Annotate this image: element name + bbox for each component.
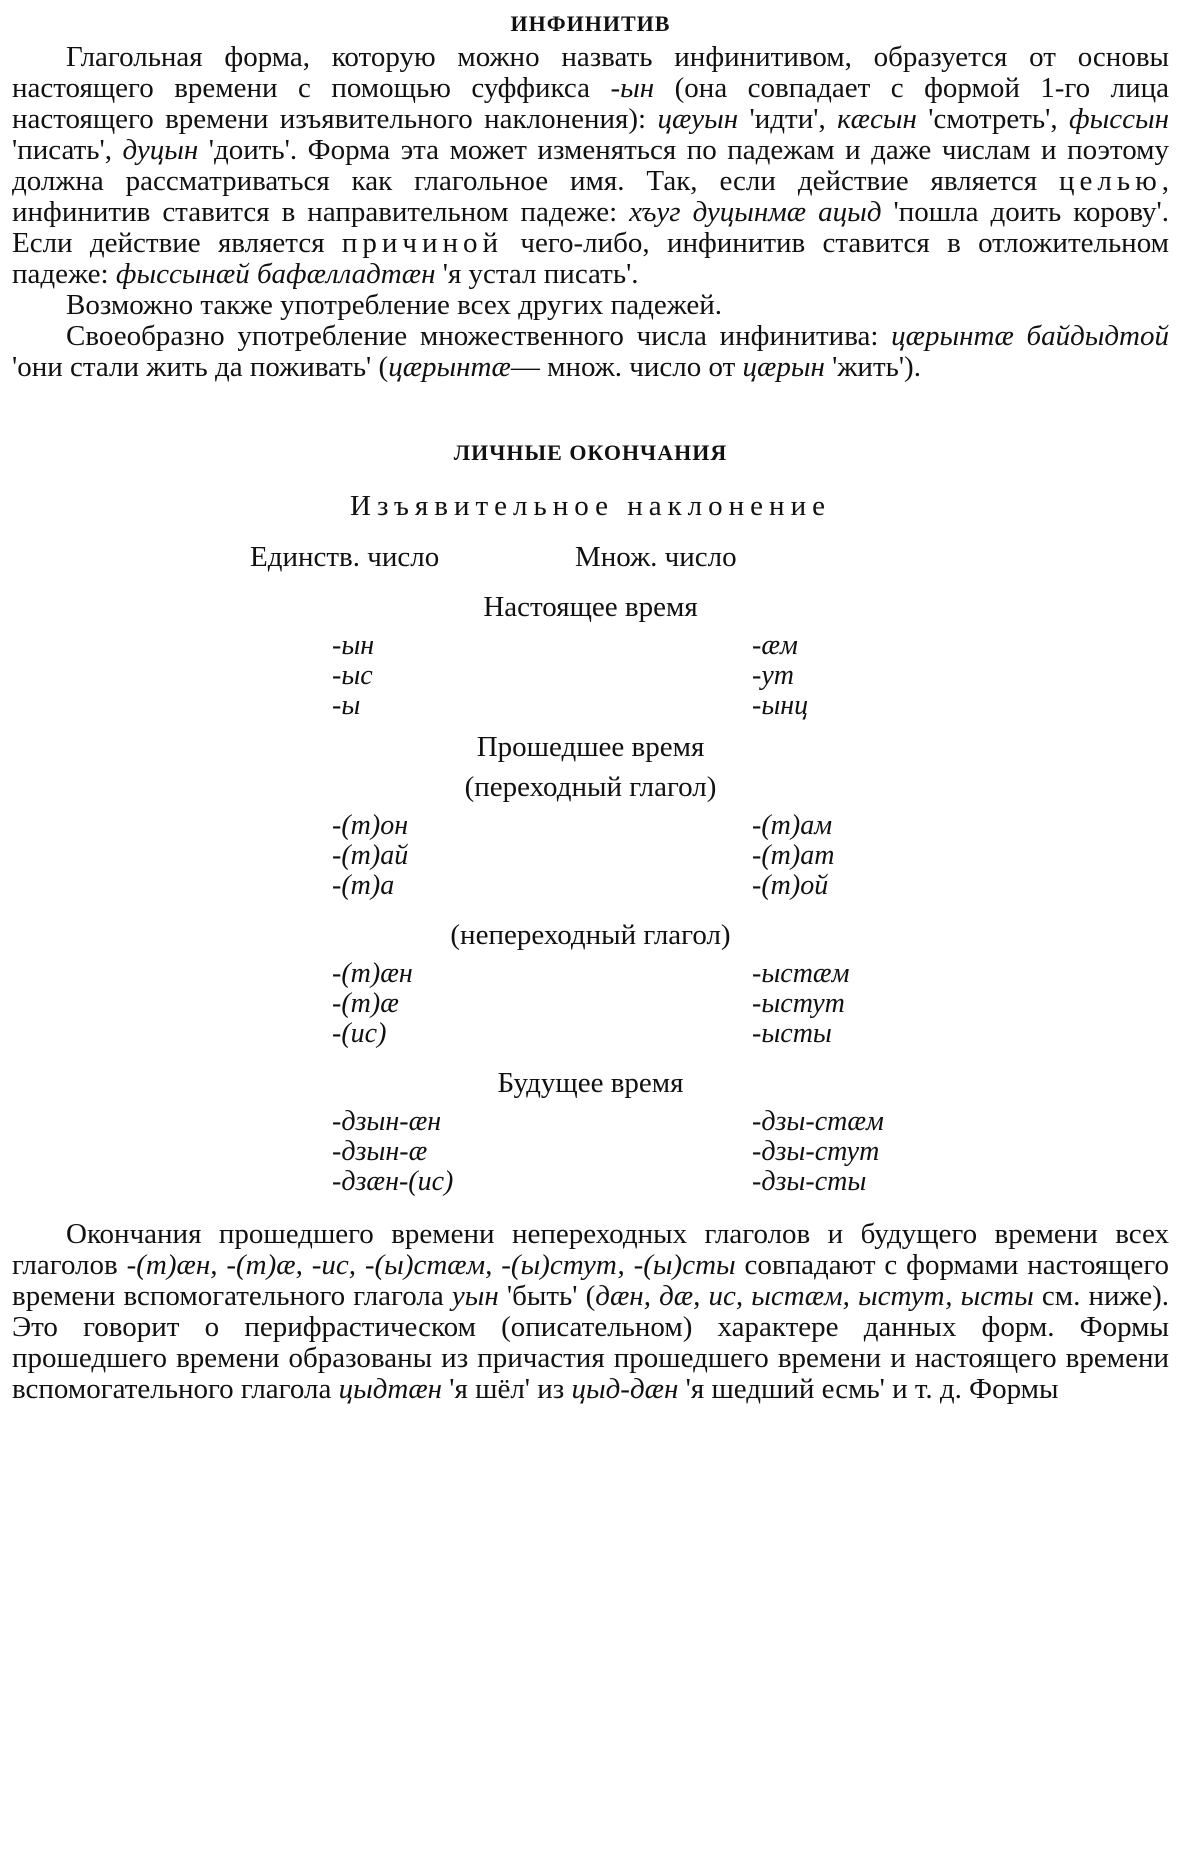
text-run: совпадают с формами настоящего времени вспомогательного глагола [12, 1249, 1169, 1312]
spaced-run: причиной [341, 227, 504, 259]
singular-ending: -ын [332, 630, 375, 661]
text-run: чего-либо, инфинитив ставится в отложительном падеже: [12, 227, 1170, 290]
text-run: Возможно также употребление всех других падежей. [66, 289, 722, 321]
singular-ending: -(т)а [332, 870, 395, 901]
plural-ending: -ут [752, 660, 794, 691]
present-tense-label: Настоящее время [483, 591, 698, 623]
italic-run: цæуын [657, 103, 739, 135]
text-run: Глагольная форма, которую можно назвать инфинитивом, образуется от основы настоящего времени с помощью суффикса [12, 41, 1169, 104]
past-transitive-table [332, 811, 834, 901]
ending-row [332, 661, 808, 691]
ending-row [332, 1137, 884, 1167]
present-endings-table [332, 631, 808, 721]
italic-run: цыдтæн [338, 1373, 443, 1405]
text-run: 'доить'. Форма эта может изменяться по падежам и даже числам и поэтому должна рассматриваться как глагольное имя. Так, если действие является [12, 134, 1169, 197]
section-title-endings: ЛИЧНЫЕ ОКОНЧАНИЯ [453, 440, 728, 465]
ending-row [332, 1019, 849, 1049]
text-run: 'я шёл' из [442, 1373, 572, 1405]
plural-ending: -дзы-сты [752, 1166, 867, 1197]
plural-ending: -(т)ам [752, 810, 833, 841]
italic-run: цæрын [742, 351, 825, 383]
ending-row [332, 811, 834, 841]
italic-run: цæрынтæ [388, 351, 511, 383]
past-tense-label: Прошедшее время [476, 731, 705, 763]
paragraph-closing [12, 1219, 1169, 1405]
ending-row [332, 691, 808, 721]
spaced-run: целью [1058, 165, 1162, 197]
italic-run: -(т)æн, -(т)æ, -ис, -(ы)стæм, -(ы)стут, -(ы)сты [126, 1249, 736, 1281]
plural-header: Множ. число [575, 541, 737, 573]
singular-ending: -(т)æн [332, 958, 413, 989]
singular-ending: -(т)æ [332, 988, 399, 1019]
italic-run: дуцын [122, 134, 199, 166]
plural-ending: -(т)ой [752, 870, 829, 901]
ending-row [332, 631, 808, 661]
italic-run: хъуг дуцынмæ ацыд [629, 196, 882, 228]
italic-run: фыссынæй бафæлладтæн [115, 258, 436, 290]
paragraph-infinitive-1 [12, 42, 1169, 290]
paragraph-infinitive-2 [12, 290, 1169, 321]
future-endings-table [332, 1107, 884, 1197]
ending-row [332, 871, 834, 901]
singular-ending: -(т)ай [332, 840, 409, 871]
past-intransitive-label: (непереходный глагол) [450, 919, 731, 951]
text-run: 'быть' ( [498, 1280, 596, 1312]
italic-run: дæн, дæ, ис, ыстæм, ыстут, ысты [595, 1280, 1034, 1312]
text-run: Своеобразно употребление множественного числа инфинитива: [66, 320, 892, 352]
text-run: 'смотреть', [916, 103, 1070, 135]
future-tense-label: Будущее время [497, 1067, 684, 1099]
italic-run: уын [451, 1280, 499, 1312]
ending-row [332, 841, 834, 871]
text-run: 'я устал писать'. [435, 258, 639, 290]
section-title-infinitive: ИНФИНИТИВ [510, 11, 671, 36]
ending-row [332, 1107, 884, 1137]
past-intransitive-table [332, 959, 849, 1049]
plural-ending: -ыстæм [752, 958, 850, 989]
singular-ending: -(ис) [332, 1018, 387, 1049]
plural-ending: -ыстут [752, 988, 845, 1019]
past-transitive-label: (переходный глагол) [464, 771, 717, 803]
singular-ending: -ыс [332, 660, 373, 691]
text-run: 'они стали жить да поживать' ( [12, 351, 389, 383]
text-run: 'пошла доить корову'. Если действие является [12, 196, 1170, 259]
plural-ending: -ысты [752, 1018, 832, 1049]
ending-row [332, 959, 849, 989]
text-run: см. ниже). Это говорит о перифрастическом (описательном) характере данных форм. Формы прошедшего времени образованы из причастия прошедшего времени и настоящего времени вспомогательного глагола [12, 1280, 1169, 1405]
paragraph-infinitive-3 [12, 321, 1169, 383]
text-run: — множ. число от [510, 351, 743, 383]
plural-ending: -æм [752, 630, 798, 661]
plural-ending: -(т)ат [752, 840, 835, 871]
mood-heading: Изъявительное наклонение [350, 490, 831, 522]
italic-run: цæрынтæ байдыдтой [891, 320, 1169, 352]
text-run: 'писать', [12, 134, 123, 166]
singular-ending: -дзæн-(ис) [332, 1166, 454, 1197]
singular-ending: -ы [332, 690, 361, 721]
italic-run: -ын [610, 72, 655, 104]
ending-row [332, 1167, 884, 1197]
text-run: 'жить'). [824, 351, 921, 383]
text-run: , инфинитив ставится в направительном падеже: [12, 165, 1169, 228]
italic-run: цыд-дæн [571, 1373, 679, 1405]
singular-ending: -дзын-æ [332, 1136, 428, 1167]
singular-ending: -(т)он [332, 810, 409, 841]
text-run: Окончания прошедшего времени непереходных глаголов и будущего времени всех глаголов [12, 1218, 1169, 1281]
text-run: (она совпадает с формой 1-го лица настоящего времени изъявительного наклонения): [12, 72, 1169, 135]
singular-ending: -дзын-æн [332, 1106, 442, 1137]
plural-ending: -дзы-стут [752, 1136, 880, 1167]
text-run: 'я шедший есмь' и т. д. Формы [678, 1373, 1059, 1405]
singular-header: Единств. число [250, 541, 440, 573]
text-run: 'идти', [738, 103, 838, 135]
number-headers [12, 529, 1169, 585]
plural-ending: -дзы-стæм [752, 1106, 884, 1137]
italic-run: кæсын [837, 103, 917, 135]
ending-row [332, 989, 849, 1019]
italic-run: фыссын [1069, 103, 1170, 135]
plural-ending: -ынц [752, 690, 809, 721]
